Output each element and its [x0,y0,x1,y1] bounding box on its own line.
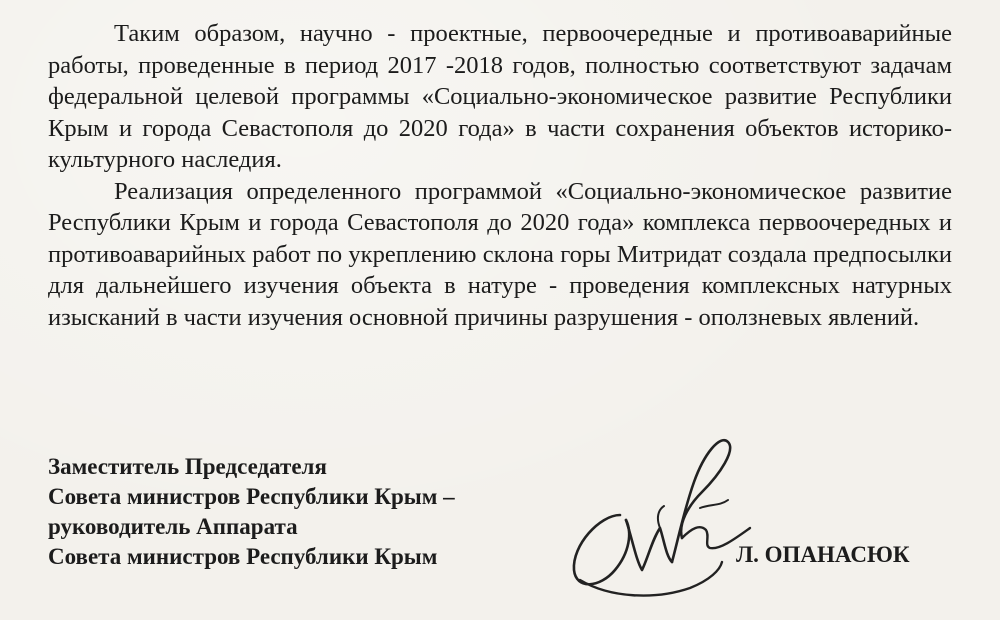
handwritten-signature [560,420,770,610]
position-line-1: Заместитель Председателя [48,454,327,479]
position-line-4: Совета министров Республики Крым [48,544,438,569]
signer-name: Л. ОПАНАСЮК [736,542,910,567]
document-body [48,18,952,333]
position-line-3: руководитель Аппарата [48,514,298,539]
signatory-position [48,452,455,572]
paragraph-1: Таким образом, научно - проектные, первоочередные и противоаварийные работы, проведенные в период 2017 -2018 годов, полностью соответствуют задачам федеральной целевой программы «Социально-экономическое развитие Республики Крым и города Севастополя до 2020 года» в части сохранения объектов историко-культурного наследия. [48,20,952,173]
paragraph-2: Реализация определенного программой «Социально-экономическое развитие Республики Крым и города Севастополя до 2020 года» комплекса первоочередных и противоаварийных работ по укреплению склона горы Митридат создала предпосылки для дальнейшего изучения объекта в натуре - проведения комплексных натурных изысканий в части изучения основной причины разрушения - оползневых явлений. [48,177,952,331]
position-line-2: Совета министров Республики Крым – [48,484,455,509]
